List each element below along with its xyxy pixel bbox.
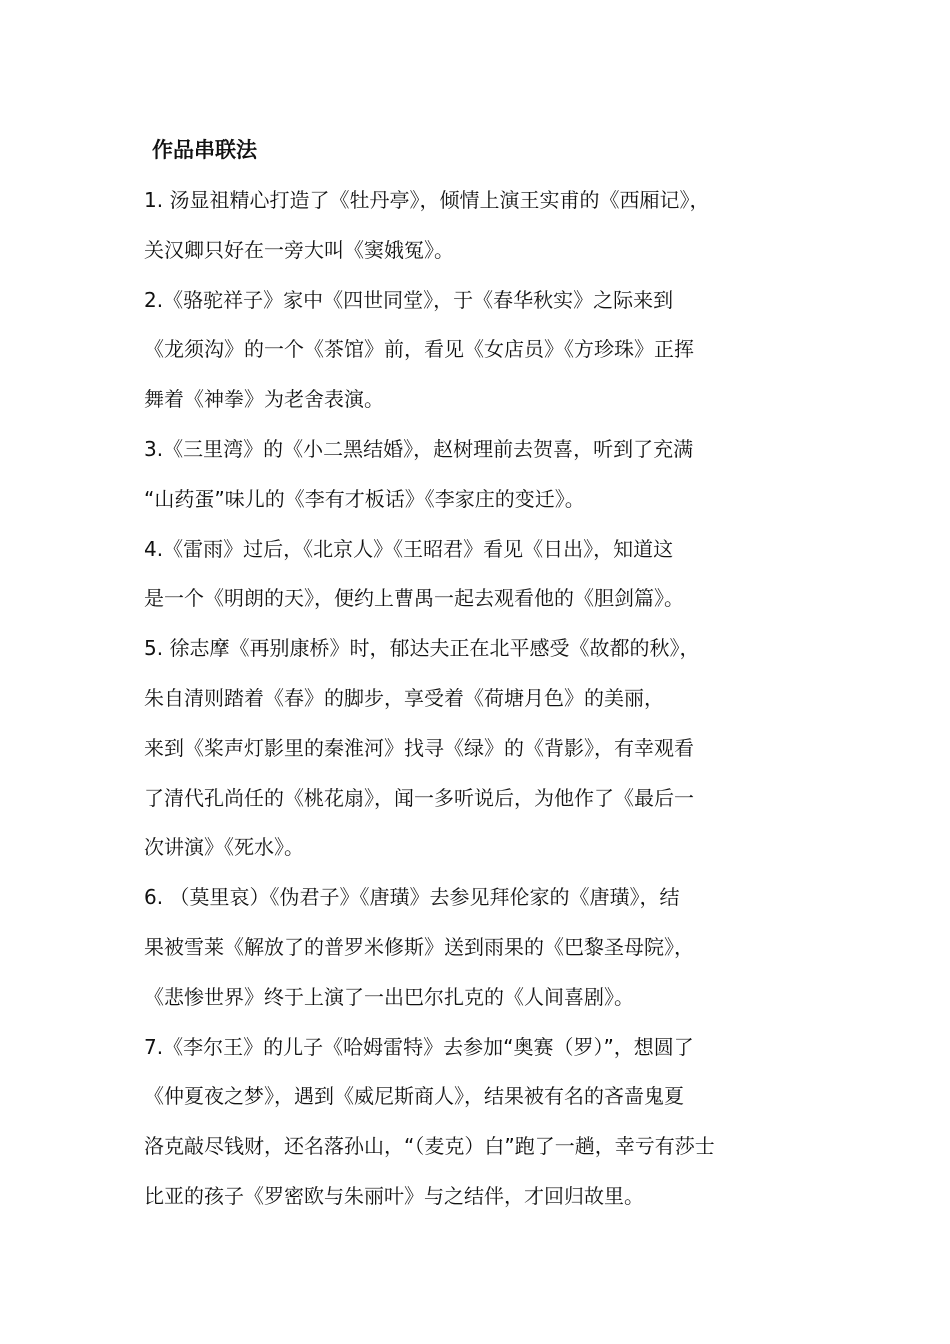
text-line: 来到《桨声灯影里的秦淮河》找寻《绿》的《背影》，有幸观看 (144, 735, 694, 760)
text-line: 朱自清则踏着《春》的脚步，享受着《荷塘月色》的美丽， (144, 685, 664, 710)
text-line: 5. 徐志摩《再别康桥》时，郁达夫正在北平感受《故都的秋》， (144, 636, 700, 661)
text-line: 《龙须沟》的一个《茶馆》前，看见《女店员》《方珍珠》正挥 (144, 337, 694, 362)
text-line: “山药蛋”味儿的《李有才板话》《李家庄的变迁》。 (144, 486, 585, 511)
text-line: 1. 汤显祖精心打造了《牡丹亭》，倾情上演王实甫的《西厢记》， (144, 188, 710, 212)
text-line: 6. （莫里哀）《伪君子》《唐璜》去参见拜伦家的《唐璜》，结 (144, 885, 680, 910)
text-line: 比亚的孩子《罗密欧与朱丽叶》与之结伴，才回归故里。 (144, 1183, 644, 1208)
text-line: 是一个《明朗的天》，便约上曹禺一起去观看他的《胆剑篇》。 (144, 586, 684, 611)
text-line: 4.《雷雨》过后，《北京人》《王昭君》看见《日出》，知道这 (144, 536, 674, 561)
text-line: 7.《李尔王》的儿子《哈姆雷特》去参加“奥赛（罗）”，想圆了 (144, 1034, 694, 1059)
document-title: 作品串联法 (152, 138, 257, 162)
text-line: 了清代孔尚任的《桃花扇》，闻一多听说后，为他作了《最后一 (144, 785, 694, 810)
text-line: 舞着《神拳》为老舍表演。 (144, 387, 384, 412)
text-line: 果被雪莱《解放了的普罗米修斯》送到雨果的《巴黎圣母院》， (144, 934, 694, 959)
text-line: 3.《三里湾》的《小二黑结婚》，赵树理前去贺喜，听到了充满 (144, 436, 694, 461)
text-line: 2.《骆驼祥子》家中《四世同堂》，于《春华秋实》之际来到 (144, 287, 674, 312)
document-body (144, 184, 824, 1230)
text-line: 关汉卿只好在一旁大叫《窦娥冤》。 (144, 237, 454, 262)
text-line: 次讲演》《死水》。 (144, 835, 304, 860)
text-line: 《仲夏夜之梦》，遇到《威尼斯商人》，结果被有名的吝啬鬼夏 (144, 1084, 684, 1109)
text-line: 洛克敲尽钱财，还名落孙山，“（麦克）白”跑了一趟，幸亏有莎士 (144, 1134, 715, 1159)
text-line: 《悲惨世界》终于上演了一出巴尔扎克的《人间喜剧》。 (144, 984, 634, 1009)
